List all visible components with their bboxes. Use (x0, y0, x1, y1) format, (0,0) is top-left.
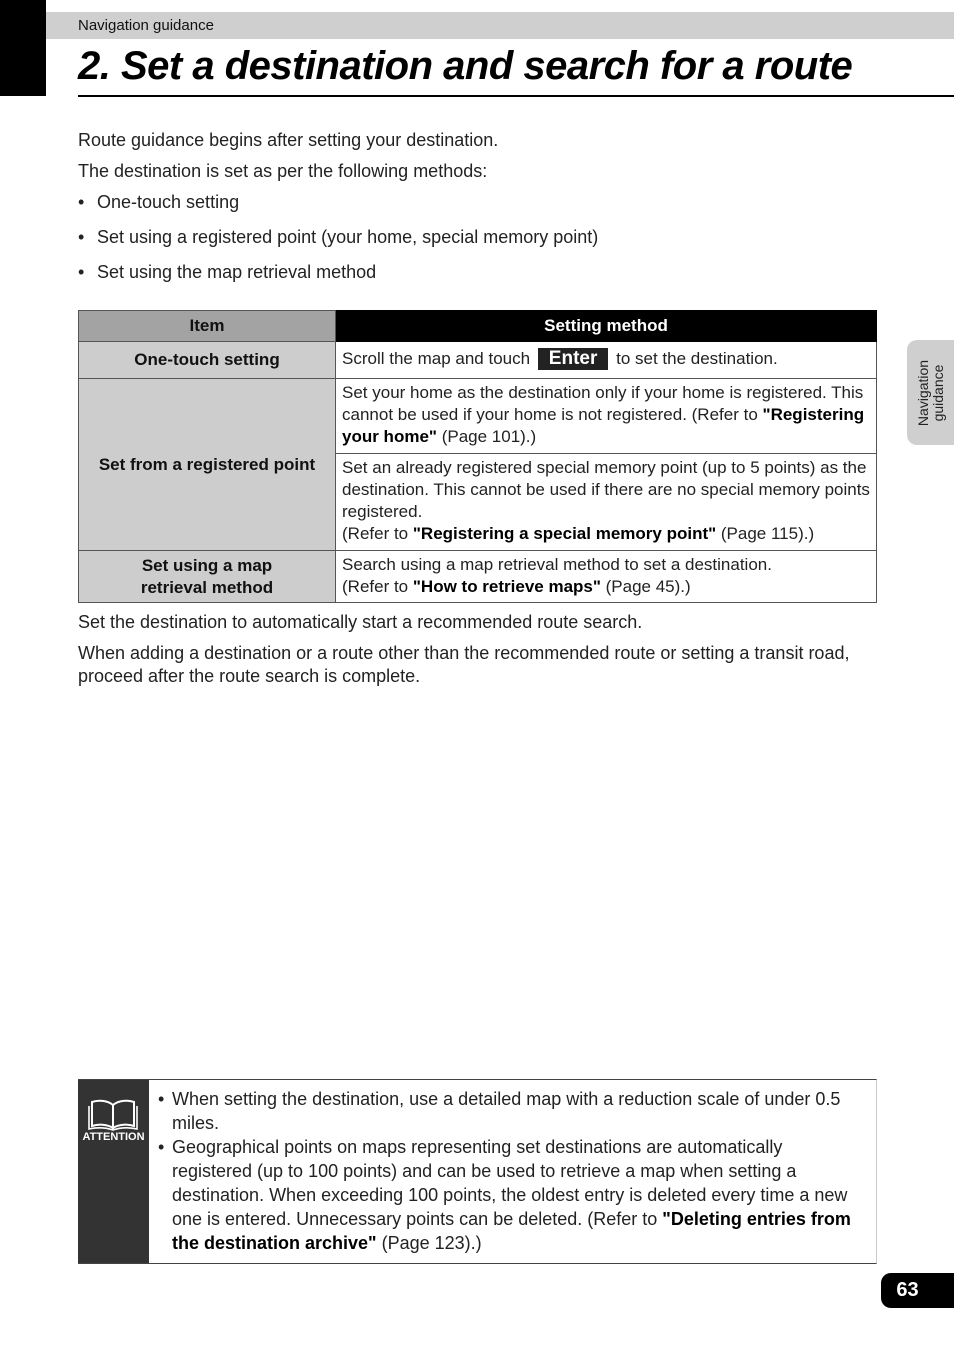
table-row (79, 342, 877, 379)
list-item: • Set using a registered point (your home, special memory point) (78, 227, 599, 247)
table-header-row (79, 311, 877, 342)
setting-methods-table (78, 310, 877, 603)
corner-block (0, 0, 46, 96)
ref-deleting-entries: "Deleting entries from the destination archive" (172, 1209, 851, 1253)
method-list (78, 190, 878, 284)
after-table-section (78, 611, 878, 696)
attention-sidebar (78, 1080, 149, 1263)
item-map-retrieval: Set using a map retrieval method (79, 551, 336, 603)
attention-note: • Geographical points on maps representing set destinations are automatically registered (up to 100 points) and can be used to retrieve a map when setting a destination. When exceeding 100 points, the oldest entry is deleted every time a new one is entered. Unnecessary points can be deleted. (Refer to "Deleting entries from the destination archive" (Page 123).) (158, 1137, 851, 1253)
side-tab-navigation-guidance (907, 340, 954, 445)
section-header: Navigation guidance (78, 17, 214, 34)
bullet-icon: • (78, 192, 85, 212)
page-number: 63 (881, 1273, 954, 1308)
table-row (79, 551, 877, 603)
intro-section (78, 128, 878, 295)
intro-line-2: The destination is set as per the following methods: (78, 161, 488, 181)
intro-line-1: Route guidance begins after setting your destination. (78, 130, 499, 150)
method-map-retrieval: Search using a map retrieval method to set a destination. (Refer to "How to retrieve maps" (Page 45).) (336, 551, 877, 603)
attention-label: ATTENTION (82, 1131, 145, 1143)
attention-box (78, 1079, 877, 1264)
table-row (79, 379, 877, 454)
list-item: • Set using the map retrieval method (78, 262, 377, 282)
method-one-touch: Scroll the map and touch Enter to set the destination. (336, 342, 877, 379)
header-setting-method: Setting method (336, 311, 877, 342)
page-title: 2. Set a destination and search for a route (78, 44, 853, 88)
after-para-1: Set the destination to automatically start a recommended route search. (78, 612, 643, 632)
bullet-icon: • (158, 1089, 165, 1109)
ref-registering-home: "Registering your home" (342, 405, 865, 446)
item-registered-point: Set from a registered point (79, 379, 336, 551)
book-icon (88, 1097, 138, 1131)
bullet-icon: • (158, 1137, 165, 1157)
item-one-touch: One-touch setting (79, 342, 336, 379)
method-home: Set your home as the destination only if your home is registered. This cannot be used if your home is not registered. (Refer to "Registering your home" (Page 101).) (336, 379, 877, 454)
ref-special-memory-point: "Registering a special memory point" (412, 524, 717, 543)
enter-key-label: Enter (538, 348, 609, 370)
method-special-memory: Set an already registered special memory point (up to 5 points) as the destination. This cannot be used if there are no special memory points registered. (Refer to "Registering a special memory point" (Page 115).) (336, 454, 877, 551)
ref-retrieve-maps: "How to retrieve maps" (412, 576, 601, 596)
attention-note: • When setting the destination, use a detailed map with a reduction scale of under 0.5 miles. (158, 1089, 841, 1133)
list-item: • One-touch setting (78, 192, 240, 212)
after-para-2: When adding a destination or a route other than the recommended route or setting a transit road, proceed after the route search is complete. (78, 643, 850, 686)
header-item: Item (79, 311, 336, 342)
title-rule (78, 95, 954, 97)
bullet-icon: • (78, 227, 85, 247)
side-tab-label: Navigation guidance (914, 359, 946, 426)
attention-notes (158, 1087, 863, 1255)
bullet-icon: • (78, 262, 85, 282)
